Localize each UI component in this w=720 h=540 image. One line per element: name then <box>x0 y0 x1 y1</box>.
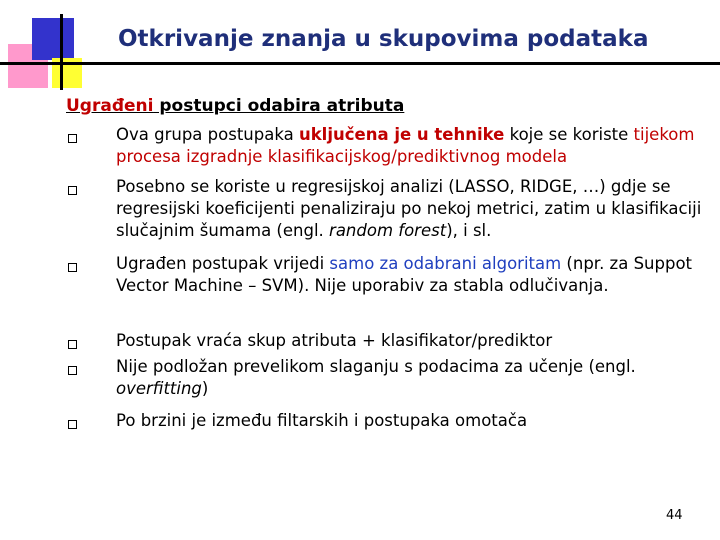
slide-title: Otkrivanje znanja u skupovima podataka <box>118 26 649 52</box>
bullet-square-icon <box>68 134 77 143</box>
bullet-square-icon <box>68 366 77 375</box>
bullet-square-icon <box>68 420 77 429</box>
heading-highlight: Ugrađeni <box>66 96 154 116</box>
decor-blue-square <box>32 18 74 60</box>
decor-vertical-line <box>60 14 63 90</box>
bullet-square-icon <box>68 340 77 349</box>
bullet-text: Ova grupa postupaka uključena je u tehnike koje se koriste tijekom procesa izgradnje klasifikacijskog/prediktivnog modela <box>116 125 695 166</box>
heading-rest: postupci odabira atributa <box>153 96 405 116</box>
bullet-text: Po brzini je između filtarskih i postupaka omotača <box>116 411 528 430</box>
bullet-text: Ugrađen postupak vrijedi samo za odabrani algoritam (npr. za Suppot Vector Machine – SVM). Nije uporabiv za stabla odlučivanja. <box>116 254 693 295</box>
page-number: 44 <box>666 508 683 523</box>
bullet-square-icon <box>68 263 77 272</box>
section-heading <box>66 96 404 116</box>
bullet-text: Postupak vraća skup atributa + klasifikator/prediktor <box>116 331 553 350</box>
decor-horizontal-line <box>0 62 720 65</box>
bullet-square-icon <box>68 186 77 195</box>
bullet-text: Posebno se koriste u regresijskoj analizi (LASSO, RIDGE, …) gdje se regresijski koeficijenti penaliziraju po nekoj metrici, zatim u klasifikaciji slučajnim šumama (engl. random forest), i sl. <box>116 177 702 240</box>
bullet-text: Nije podložan prevelikom slaganju s podacima za učenje (engl. overfitting) <box>116 357 636 398</box>
